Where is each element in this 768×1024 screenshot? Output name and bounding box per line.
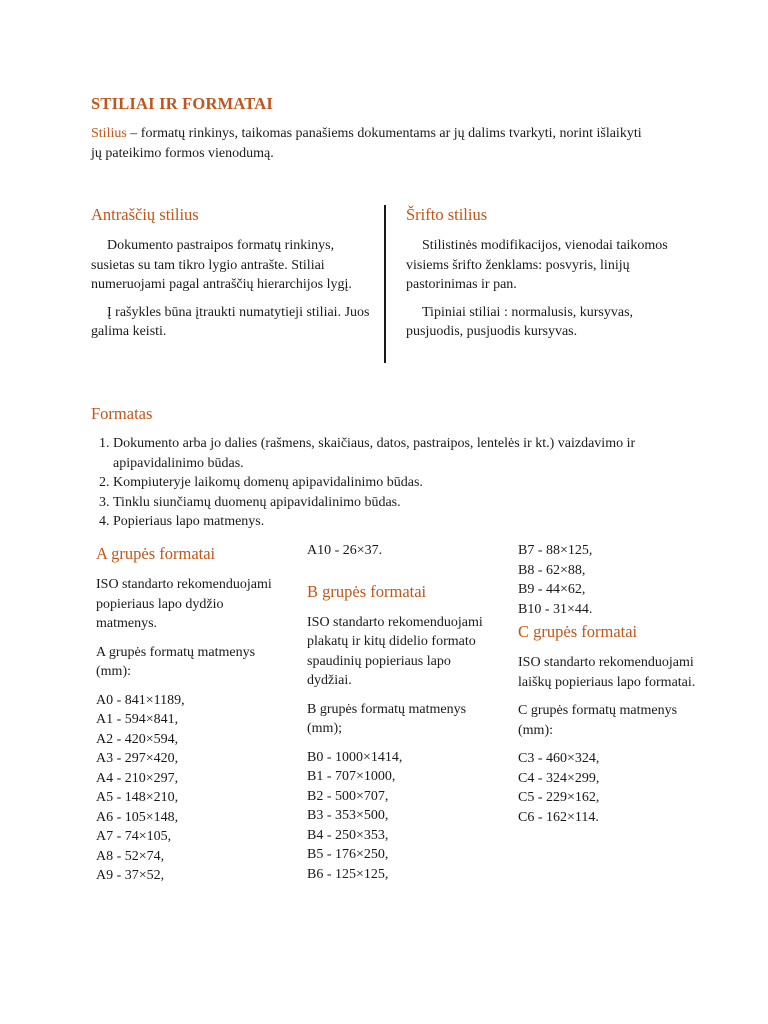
list-item: 1. Dokumento arba jo dalies (rašmens, skaičiaus, datos, pastraipos, lentelės ir kt.) vaizdavimo ir apipavidalinimo būdas. — [113, 434, 711, 473]
list-item: 2. Kompiuteryje laikomų domenų apipavidalinimo būdas. — [113, 473, 711, 493]
group-b-subheading: B grupės formatų matmenys (mm); — [307, 701, 467, 736]
font-style-heading: Šrifto stilius — [406, 205, 488, 224]
size-item: B2 - 500×707, — [307, 788, 389, 804]
size-item: B6 - 125×125, — [307, 866, 389, 882]
group-a-subheading: A grupės formatų matmenys (mm): — [96, 644, 256, 679]
headings-style-heading: Antraščių stilius — [91, 205, 199, 224]
size-item: B10 - 31×44. — [518, 601, 593, 617]
group-a-heading: A grupės formatai — [96, 544, 216, 563]
list-item: 3. Tinklu siunčiamų duomenų apipavidalinimo būdas. — [113, 493, 711, 513]
formatas-heading: Formatas — [91, 404, 153, 423]
intro-text: – formatų rinkinys, taikomas panašiems dokumentams ar jų dalims tvarkyti, norint išlaikyti jų pateikimo formos vienodumą. — [91, 126, 642, 161]
intro-paragraph — [91, 124, 651, 163]
group-c-description: ISO standarto rekomenduojami laiškų popieriaus lapo formatai. — [518, 655, 696, 690]
size-item: B5 - 176×250, — [307, 847, 389, 862]
group-b-section — [307, 541, 487, 884]
size-item: B1 - 707×1000, — [307, 769, 396, 784]
size-item: B4 - 250×353, — [307, 827, 389, 843]
size-item: A1 - 594×841, — [96, 712, 179, 727]
font-style-paragraph-1: Stilistinės modifikacijos, vienodai taikomos visiems šrifto ženklams: posvyris, linijų pastorinimas ir pan. — [406, 238, 668, 292]
headings-style-section — [91, 204, 371, 350]
size-item: A2 - 420×594, — [96, 731, 179, 747]
headings-style-paragraph-1: Dokumento pastraipos formatų rinkinys, susietas su tam tikro lygio antrašte. Stiliai numeruojami pagal antraščių hierarchijos lygį. — [91, 238, 352, 292]
size-item: C6 - 162×114. — [518, 809, 599, 825]
size-item: B0 - 1000×1414, — [307, 749, 403, 765]
group-c-section — [518, 541, 708, 827]
size-item: B7 - 88×125, — [518, 543, 593, 558]
size-item: A7 - 74×105, — [96, 829, 172, 844]
headings-style-paragraph-2: Į rašykles būna įtraukti numatytieji stiliai. Juos galima keisti. — [91, 304, 370, 339]
size-item: C3 - 460×324, — [518, 751, 600, 766]
size-item: B9 - 44×62, — [518, 582, 586, 597]
size-item: A0 - 841×1189, — [96, 692, 185, 708]
font-style-paragraph-2: Tipiniai stiliai : normalusis, kursyvas, pusjuodis, pusjuodis kursyvas. — [406, 304, 634, 339]
size-item: C4 - 324×299, — [518, 770, 600, 786]
group-b-heading: B grupės formatai — [307, 581, 427, 601]
size-item: A3 - 297×420, — [96, 751, 179, 766]
size-item: A4 - 210×297, — [96, 770, 179, 786]
list-item: 4. Popieriaus lapo matmenys. — [113, 512, 711, 532]
size-item: A5 - 148×210, — [96, 790, 179, 805]
size-item: B8 - 62×88, — [518, 562, 586, 578]
size-item: C5 - 229×162, — [518, 790, 600, 805]
group-c-heading: C grupės formatai — [518, 622, 638, 641]
intro-term: Stilius — [91, 126, 127, 141]
group-c-sizes — [518, 749, 708, 827]
font-style-section — [406, 204, 686, 350]
group-b-description: ISO standarto rekomenduojami plakatų ir kitų didelio formato spaudinių popieriaus lapo dydžiai. — [307, 614, 483, 688]
group-a-sizes — [96, 691, 276, 886]
group-a-section — [96, 543, 276, 886]
group-c-subheading: C grupės formatų matmenys (mm): — [518, 703, 678, 738]
group-a-description: ISO standarto rekomenduojami popieriaus lapo dydžio matmenys. — [96, 577, 272, 631]
size-item: A6 - 105×148, — [96, 809, 179, 825]
formatas-list — [91, 434, 711, 532]
column-divider — [384, 205, 386, 363]
size-item: A8 - 52×74, — [96, 848, 165, 864]
page-title: STILIAI IR FORMATAI — [91, 94, 273, 113]
group-b-sizes — [307, 748, 487, 885]
size-item: A9 - 37×52, — [96, 868, 165, 883]
group-a-continued-size: A10 - 26×37. — [307, 543, 383, 558]
size-item: B3 - 353×500, — [307, 808, 389, 823]
group-b-continued-sizes — [518, 541, 708, 619]
